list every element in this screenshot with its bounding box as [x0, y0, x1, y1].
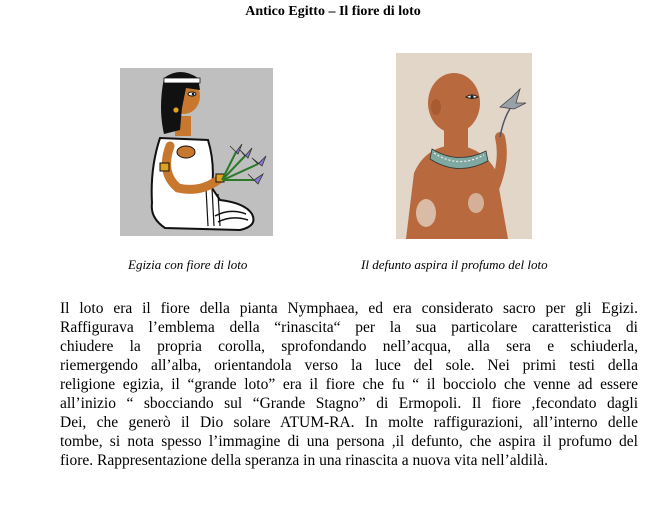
paragraph-line: chiudere la propria corolla, sprofondando nell’acqua, alla sera e schiuderla,: [60, 338, 638, 355]
figure-caption-right: Il defunto aspira il profumo del loto: [361, 257, 548, 272]
paragraph-line: tombe, si nota spesso l’immagine di una persona ,il defunto, che aspira il profumo del: [60, 433, 638, 450]
paragraph-line: Il loto era il fiore della pianta Nymphaea, ed era considerato sacro per gli Egizi.: [60, 300, 638, 317]
paragraph-line: riemergendo all’alba, orientandola verso la luce del sole. Nei primi testi della: [60, 357, 638, 374]
fresco-drawing: [396, 53, 532, 239]
document-title: Antico Egitto – Il fiore di loto: [245, 4, 421, 19]
body-paragraph: [60, 299, 638, 470]
egyptian-woman-illustration: [120, 68, 273, 236]
paragraph-line: Dei, che generò il Dio solare ATUM-RA. In molte raffigurazioni, all’interno delle: [60, 414, 638, 431]
paragraph-line: Raffigurava l’emblema della “rinascita“ per la sua particolare caratteristica di: [60, 319, 638, 336]
paragraph-line: all’inizio “ sbocciando sul “Grande Stagno” di Ermopoli. Il fiore ,fecondato dagli: [60, 395, 638, 412]
paragraph-line: religione egizia, il “grande loto” era il fiore che fu “ il bocciolo che venne ad essere: [60, 376, 638, 393]
figure-caption-left: Egizia con fiore di loto: [128, 257, 248, 272]
egyptian-woman-drawing: [120, 68, 273, 236]
paragraph-line: fiore. Rappresentazione della speranza in una rinascita a nuova vita nell’aldilà.: [60, 452, 549, 469]
fresco-illustration: [396, 53, 532, 239]
